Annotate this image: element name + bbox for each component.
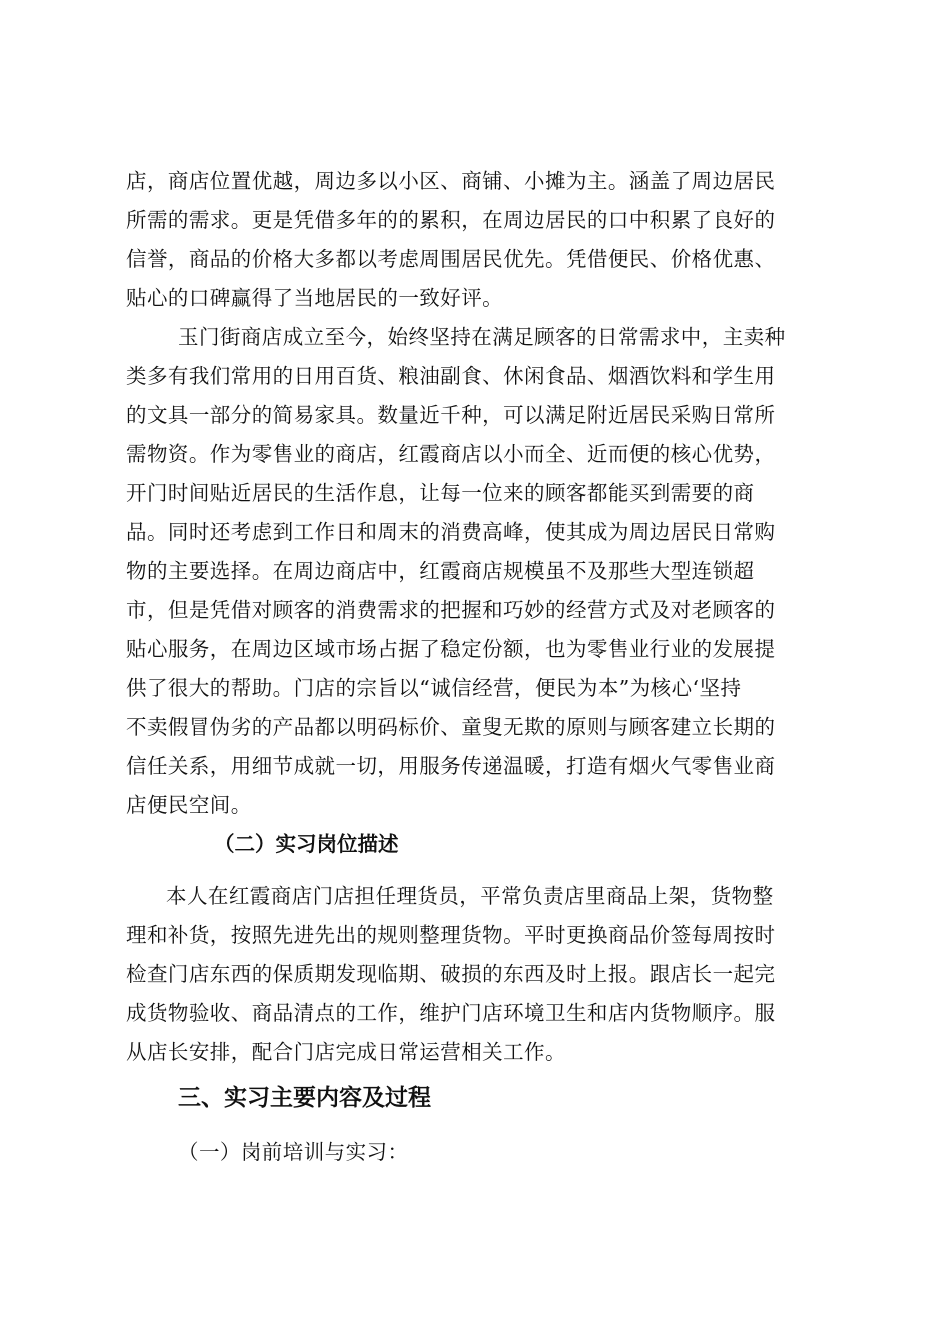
subsection-heading: （一）岗前培训与实习： [178, 1140, 409, 1164]
text-line: 成货物验收、商品清点的工作，维护门店环境卫生和店内货物顺序。服 [126, 1001, 776, 1025]
text-line: 类多有我们常用的日用百货、粮油副食、休闲食品、烟酒饮料和学生用 [126, 364, 776, 388]
text-line: 店，商店位置优越，周边多以小区、商铺、小摊为主。涵盖了周边居民 [126, 169, 776, 193]
chapter-heading: 三、实习主要内容及过程 [178, 1085, 431, 1111]
text-line: 开门时间贴近居民的生活作息，让每一位来的顾客都能买到需要的商 [126, 481, 755, 505]
text-line: 品。同时还考虑到工作日和周末的消费高峰，使其成为周边居民日常购 [126, 520, 776, 544]
text-line: 市，但是凭借对顾客的消费需求的把握和巧妙的经营方式及对老顾客的 [126, 598, 776, 622]
text-line: 从店长安排，配合门店完成日常运营相关工作。 [126, 1040, 566, 1064]
text-line: 的文具一部分的简易家具。数量近千种，可以满足附近居民采购日常所 [126, 403, 776, 427]
text-line: 理和补货，按照先进先出的规则整理货物。平时更换商品价签每周按时 [126, 923, 776, 947]
text-line: 店便民空间。 [126, 793, 252, 817]
text-line: 本人在红霞商店门店担任理货员，平常负责店里商品上架，货物整 [166, 884, 774, 908]
text-line: 物的主要选择。在周边商店中，红霞商店规模虽不及那些大型连锁超 [126, 559, 755, 583]
text-line: 不卖假冒伪劣的产品都以明码标价、童叟无欺的原则与顾客建立长期的 [126, 715, 776, 739]
text-line: 所需的需求。更是凭借多年的的累积，在周边居民的口中积累了良好的 [126, 208, 776, 232]
section-heading: （二）实习岗位描述 [214, 832, 399, 856]
text-line: 检查门店东西的保质期发现临期、破损的东西及时上报。跟店长一起完 [126, 962, 776, 986]
text-line: 供了很大的帮助。门店的宗旨以“诚信经营，便民为本”为核心‘坚持 [126, 676, 742, 700]
text-line: 信任关系，用细节成就一切，用服务传递温暖，打造有烟火气零售业商 [126, 754, 776, 778]
text-line: 贴心的口碑赢得了当地居民的一致好评。 [126, 286, 504, 310]
text-line: 信誉，商品的价格大多都以考虑周围居民优先。凭借便民、价格优惠、 [126, 247, 776, 271]
text-line: 贴心服务，在周边区域市场占据了稳定份额，也为零售业行业的发展提 [126, 637, 776, 661]
text-line: 玉门街商店成立至今，始终坚持在满足顾客的日常需求中，主卖种 [178, 325, 786, 349]
text-line: 需物资。作为零售业的商店，红霞商店以小而全、近而便的核心优势， [126, 442, 776, 466]
